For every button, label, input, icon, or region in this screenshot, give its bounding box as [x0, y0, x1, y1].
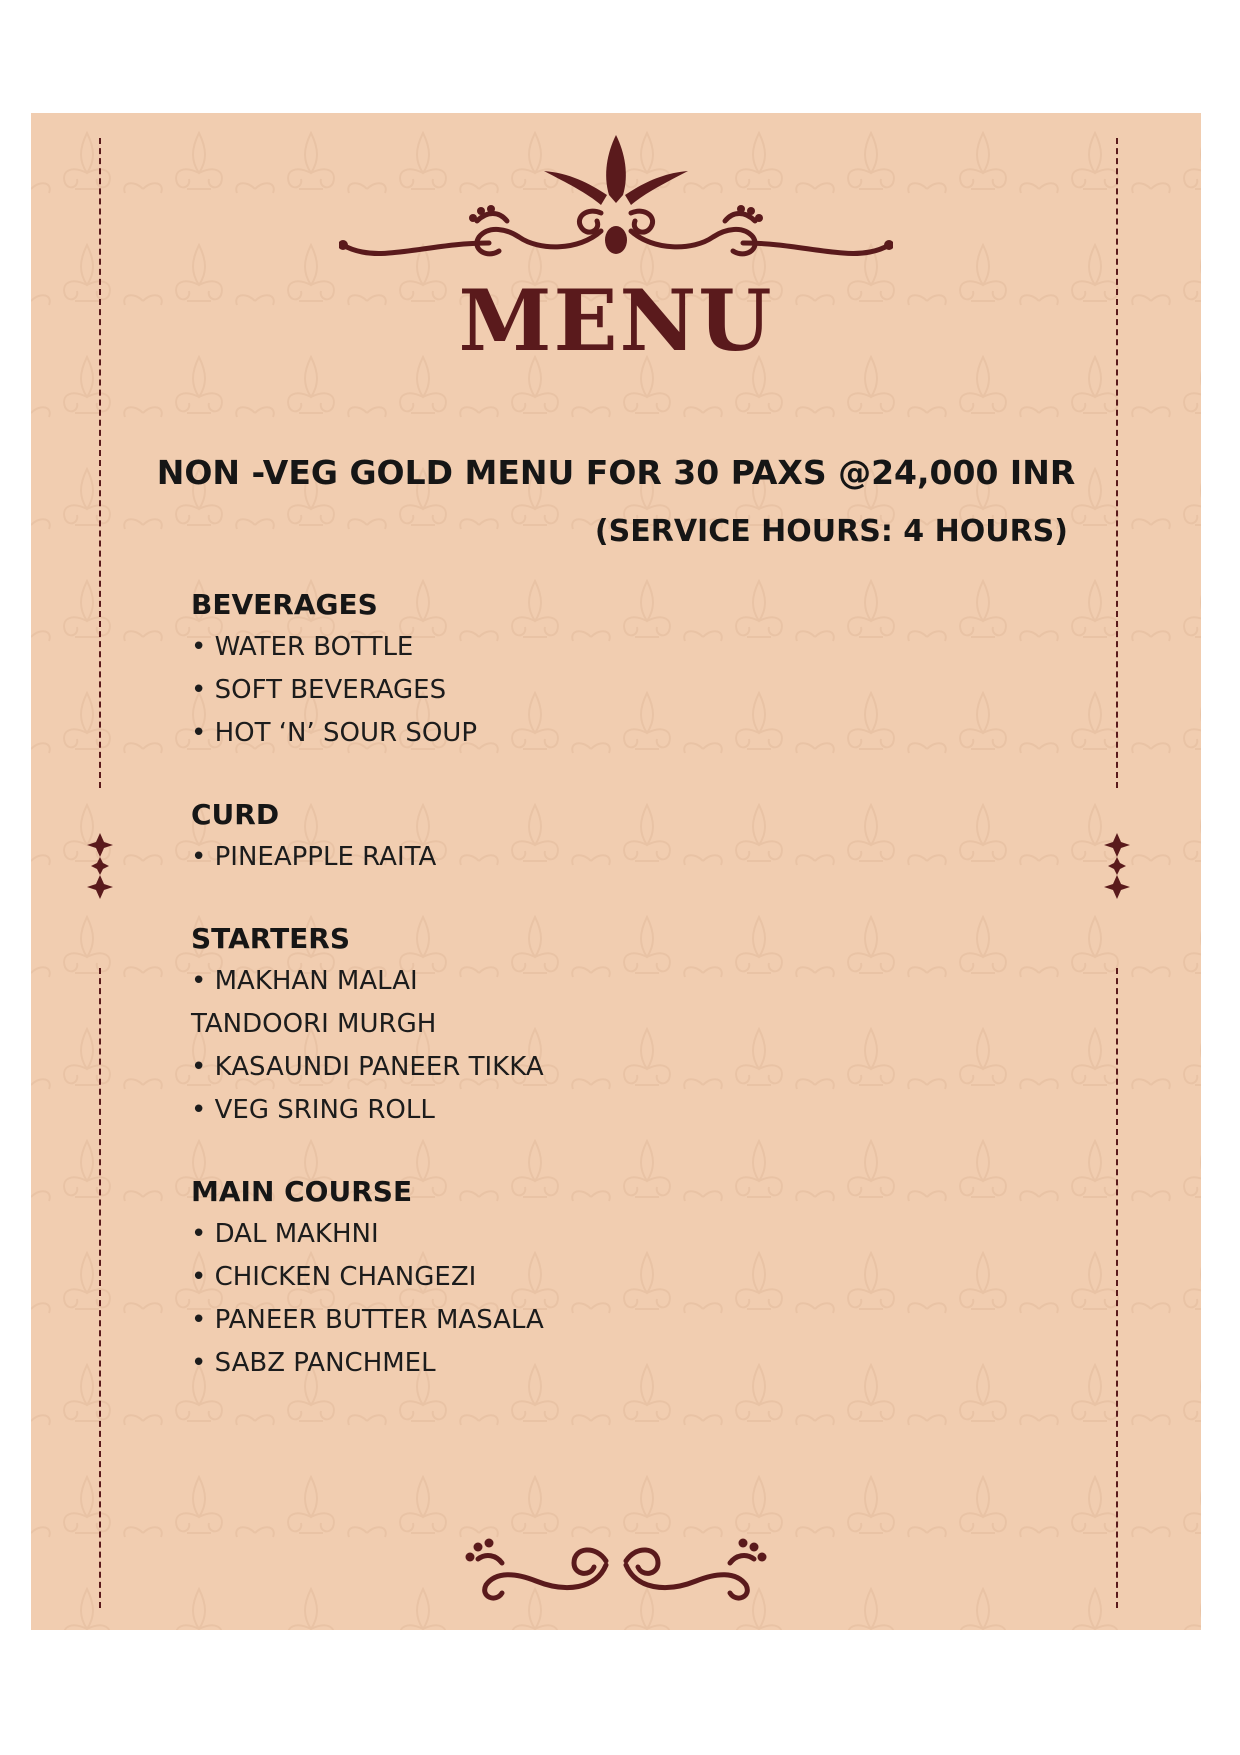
right-border-line-bottom [1116, 968, 1118, 1608]
right-diamond-ornament-icon [1102, 833, 1132, 903]
list-item: • WATER BOTTLE [191, 632, 414, 662]
list-item: • DAL MAKHNI [191, 1219, 379, 1249]
section-heading: BEVERAGES [191, 588, 378, 621]
section-main-course [191, 1170, 891, 1385]
list-item: • SABZ PANCHMEL [191, 1348, 436, 1378]
list-item: • SOFT BEVERAGES [191, 675, 447, 705]
top-flourish-ornament-icon [339, 133, 893, 278]
list-item: • PINEAPPLE RAITA [191, 842, 437, 872]
section-heading: CURD [191, 798, 280, 831]
section-starters [191, 917, 891, 1132]
bottom-flourish-ornament-icon [456, 1531, 776, 1611]
section-curd [191, 793, 891, 879]
list-item: • MAKHAN MALAI [191, 966, 418, 996]
list-item: • CHICKEN CHANGEZI [191, 1262, 477, 1292]
list-item: • VEG SRING ROLL [191, 1095, 435, 1125]
menu-card [31, 113, 1201, 1630]
left-diamond-ornament-icon [85, 833, 115, 903]
section-heading: MAIN COURSE [191, 1175, 413, 1208]
section-beverages [191, 583, 891, 755]
left-border-line-bottom [99, 968, 101, 1608]
menu-subtitle: NON -VEG GOLD MENU FOR 30 PAXS @24,000 INR [156, 453, 1076, 492]
menu-sections [191, 583, 891, 1423]
list-item: TANDOORI MURGH [191, 1009, 437, 1039]
list-item: • HOT ‘N’ SOUR SOUP [191, 718, 478, 748]
list-item: • PANEER BUTTER MASALA [191, 1305, 544, 1335]
list-item: • KASAUNDI PANEER TIKKA [191, 1052, 544, 1082]
service-hours: (SERVICE HOURS: 4 HOURS) [594, 514, 1068, 549]
menu-title: MENU [458, 271, 774, 370]
section-heading: STARTERS [191, 922, 351, 955]
